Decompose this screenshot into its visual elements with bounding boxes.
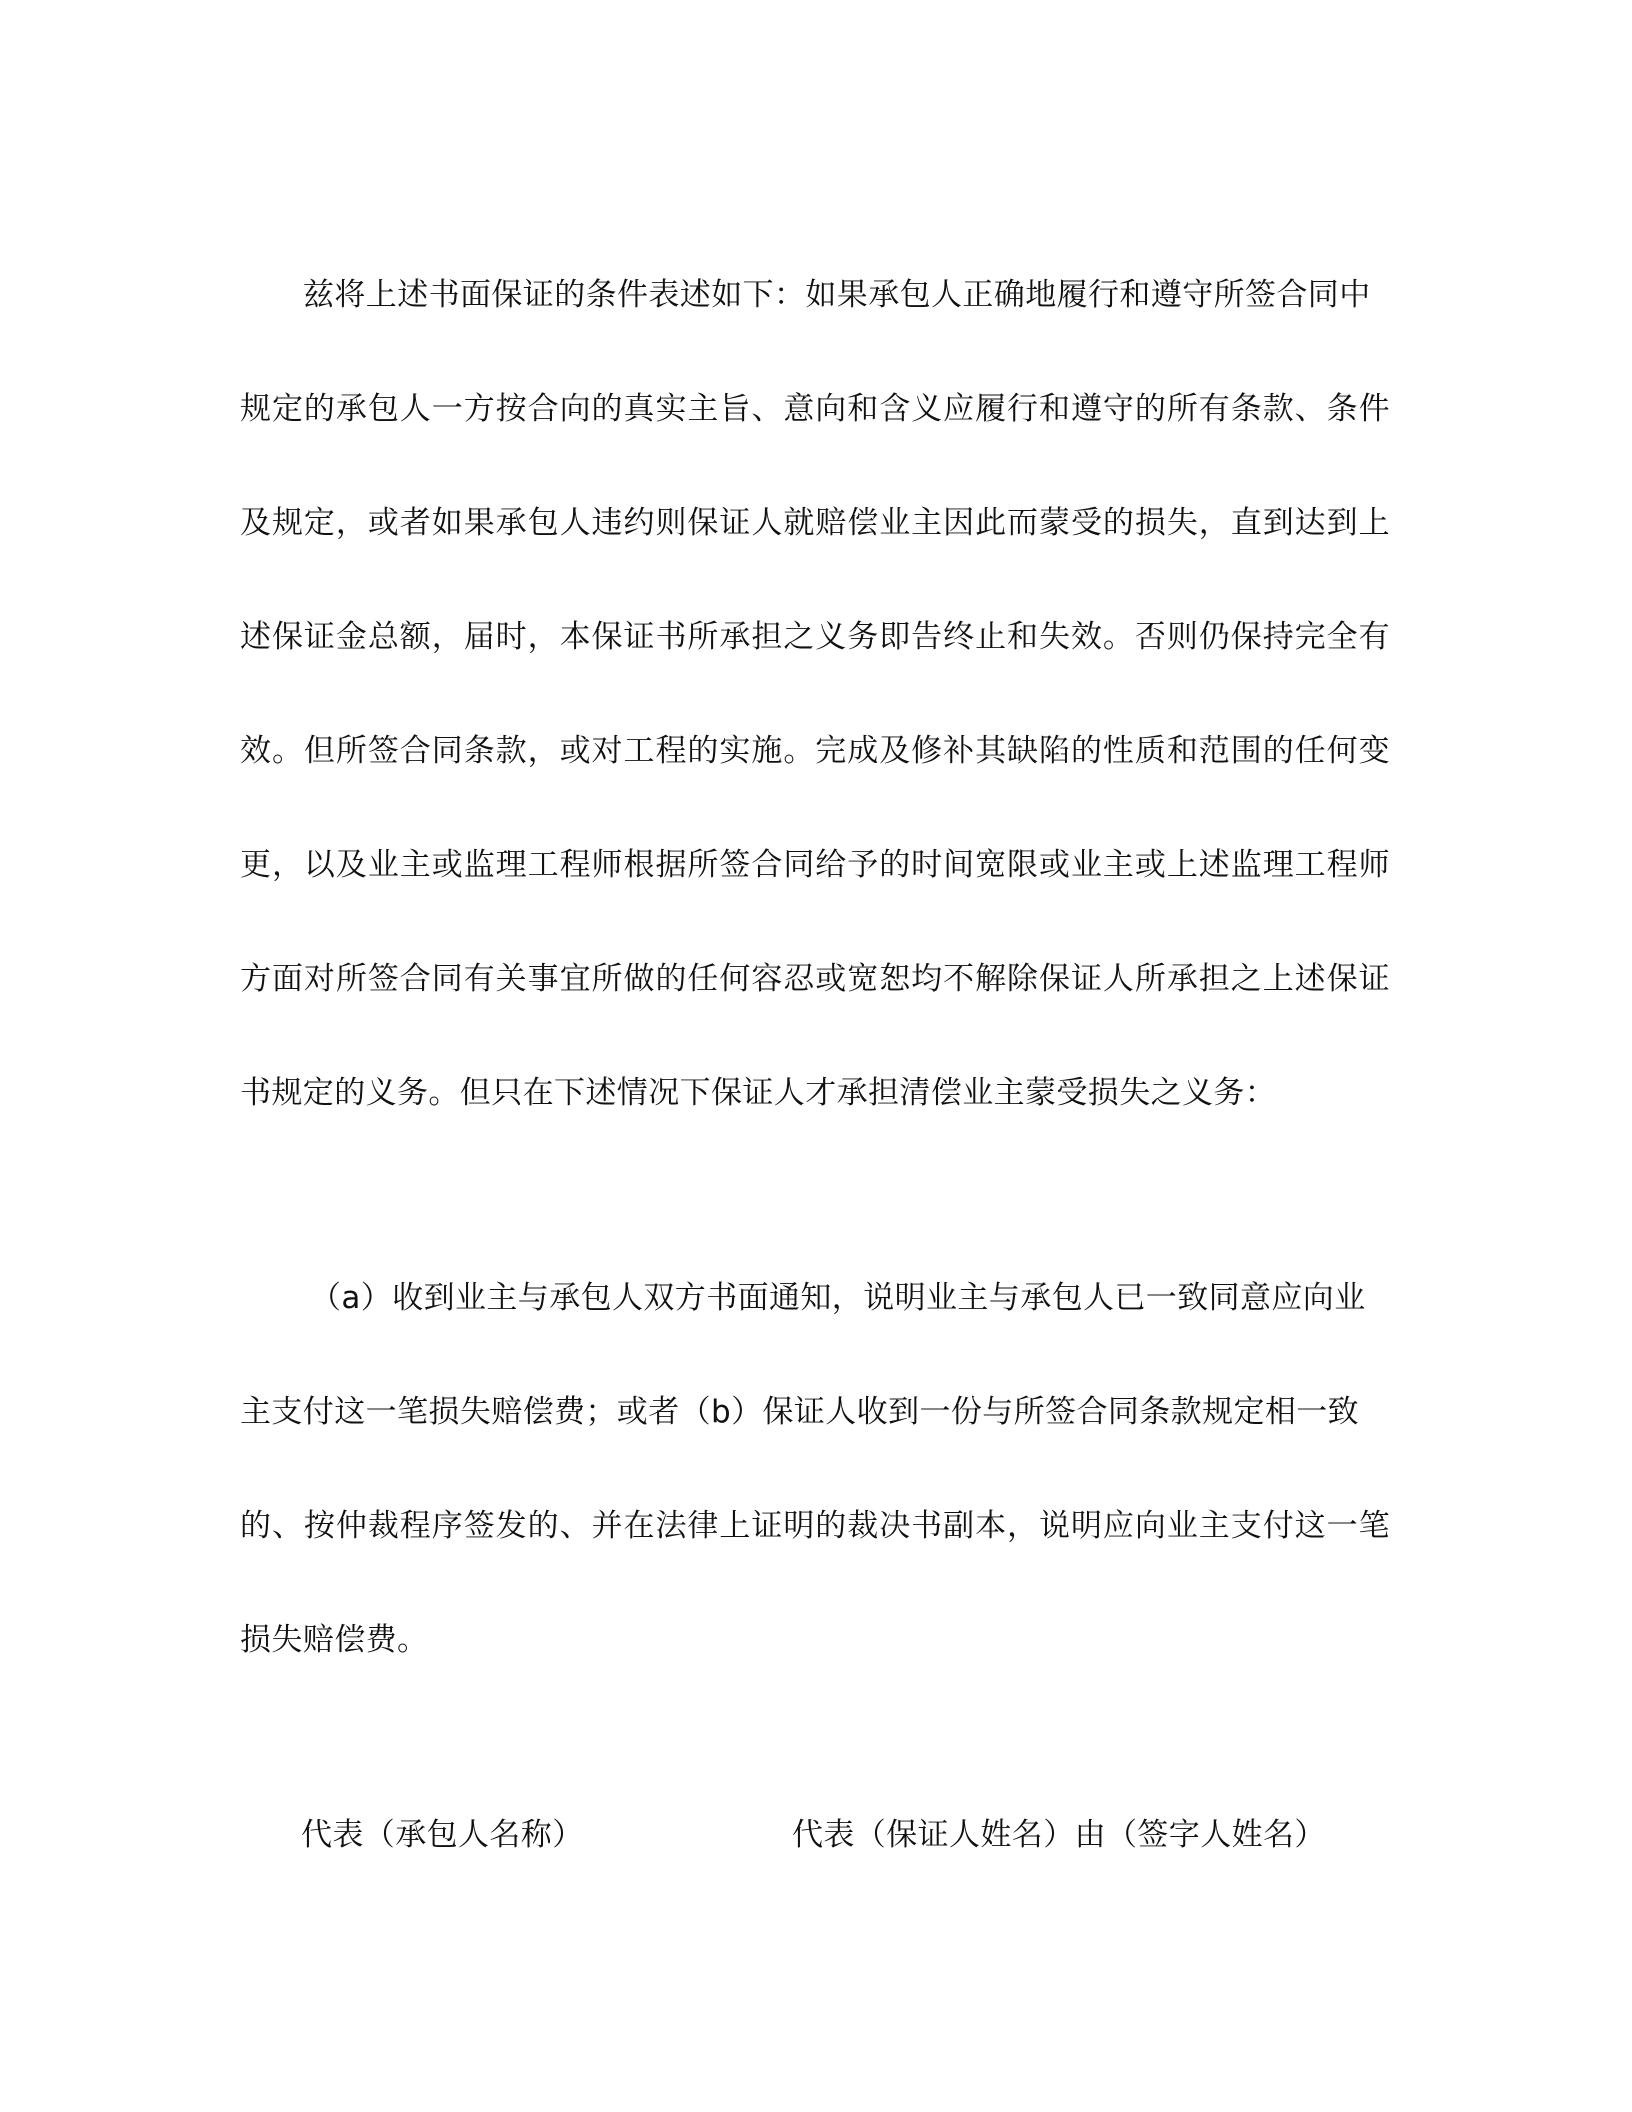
contractor-representative-label: 代表（承包人名称）	[301, 1817, 584, 1853]
paragraph-line: 损失赔偿费。	[240, 1622, 429, 1658]
paragraph-line: 书规定的义务。但只在下述情况下保证人才承担清偿业主蒙受损失之义务：	[240, 1075, 1277, 1111]
paragraph-line: 规定的承包人一方按合向的真实主旨、意向和含义应履行和遵守的所有条款、条件	[240, 391, 1390, 427]
paragraph-line: 兹将上述书面保证的条件表述如下：如果承包人正确地履行和遵守所签合同中	[303, 277, 1371, 313]
paragraph-line: 述保证金总额，届时，本保证书所承担之义务即告终止和失效。否则仍保持完全有	[240, 619, 1390, 655]
guarantor-representative-label: 代表（保证人姓名）由（签字人姓名）	[792, 1817, 1326, 1853]
paragraph-line: 主支付这一笔损失赔偿费；或者（b）保证人收到一份与所签合同条款规定相一致	[240, 1394, 1360, 1430]
paragraph-line: 及规定，或者如果承包人违约则保证人就赔偿业主因此而蒙受的损失，直到达到上	[240, 505, 1390, 541]
paragraph-line: 的、按仲裁程序签发的、并在法律上证明的裁决书副本，说明应向业主支付这一笔	[240, 1508, 1390, 1544]
paragraph-line: 更，以及业主或监理工程师根据所签合同给予的时间宽限或业主或上述监理工程师	[240, 847, 1390, 883]
paragraph-line: （a）收到业主与承包人双方书面通知，说明业主与承包人已一致同意应向业	[310, 1280, 1366, 1316]
paragraph-line: 方面对所签合同有关事宜所做的任何容忍或宽恕均不解除保证人所承担之上述保证	[240, 961, 1390, 997]
paragraph-line: 效。但所签合同条款，或对工程的实施。完成及修补其缺陷的性质和范围的任何变	[240, 733, 1390, 769]
